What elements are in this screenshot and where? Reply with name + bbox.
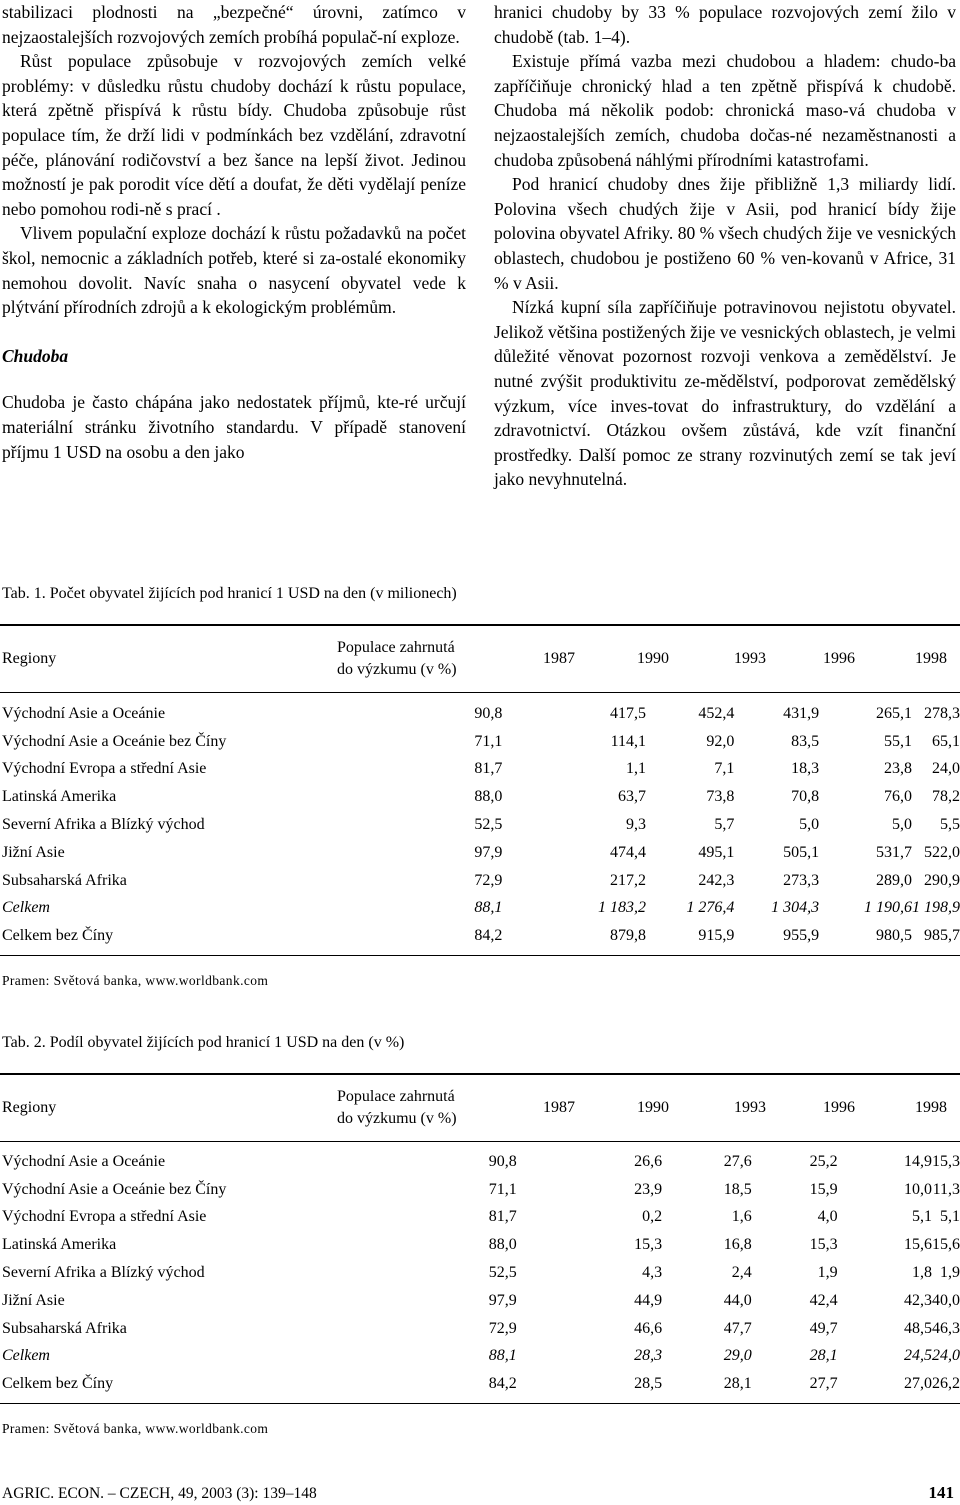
value-cell: 44,0 xyxy=(723,1291,752,1309)
header-year: 1990 xyxy=(637,1099,669,1116)
population-cell: 72,9 xyxy=(474,871,503,889)
value-cell: 40,0 xyxy=(932,1291,960,1309)
value-cell: 0,2 xyxy=(642,1208,663,1226)
value-cell: 25,2 xyxy=(809,1152,838,1170)
value-cell: 1 198,9 xyxy=(912,899,960,917)
population-cell: 97,9 xyxy=(488,1291,517,1309)
value-cell: 7,1 xyxy=(714,760,735,778)
table-row xyxy=(0,839,960,867)
value-cell: 5,5 xyxy=(940,816,960,834)
population-cell: 88,0 xyxy=(474,788,503,806)
header-regions: Regiony xyxy=(2,650,57,667)
value-cell: 46,3 xyxy=(932,1319,960,1337)
value-cell: 44,9 xyxy=(634,1291,663,1309)
population-cell: 71,1 xyxy=(474,732,503,750)
value-cell: 83,5 xyxy=(791,732,820,750)
value-cell: 2,4 xyxy=(731,1264,752,1282)
table-row xyxy=(0,1259,960,1287)
value-cell: 5,0 xyxy=(892,816,912,834)
value-cell: 1 276,4 xyxy=(686,899,735,917)
value-cell: 46,6 xyxy=(634,1319,663,1337)
region-cell: Jižní Asie xyxy=(2,843,65,861)
value-cell: 474,4 xyxy=(610,843,647,861)
population-cell: 81,7 xyxy=(474,760,503,778)
population-cell: 52,5 xyxy=(488,1264,517,1282)
value-cell: 15,6 xyxy=(932,1236,960,1254)
table-row xyxy=(0,1204,960,1232)
header-year: 1987 xyxy=(543,1099,575,1116)
value-cell: 5,7 xyxy=(714,816,735,834)
population-cell: 84,2 xyxy=(474,927,503,945)
left-column xyxy=(2,0,466,464)
table-row xyxy=(0,1315,960,1343)
population-cell: 84,2 xyxy=(488,1375,517,1393)
value-cell: 23,9 xyxy=(634,1180,663,1198)
value-cell: 417,5 xyxy=(610,704,647,722)
value-cell: 16,8 xyxy=(723,1236,752,1254)
table-1-header-rule xyxy=(0,692,960,693)
region-cell: Severní Afrika a Blízký východ xyxy=(2,1264,205,1282)
header-population-line1: Populace zahrnutá xyxy=(337,1088,455,1105)
table-1-source: Pramen: Světová banka, www.worldbank.com xyxy=(2,973,269,988)
value-cell: 5,1 xyxy=(940,1208,960,1226)
value-cell: 1,9 xyxy=(817,1264,838,1282)
value-cell: 27,7 xyxy=(809,1375,838,1393)
paragraph: Nízká kupní síla zapříčiňuje potravinovou nejistotu obyvatel. Jelikož většina postižených žije ve vesnických oblastech, je velmi důležité věnovat pozornost rozvoji venkova a zemědělství. Je nutné zvýšit produktivitu ze-mědělství, podporovat zemědělský výzkum, více inves-tovat do infrastruktury, do vzdělání a zdravotnictví. Otázkou ovšem zůstává, kde vzít finanční prostředky. Další pomoc ze strany rozvinutých zemí se tak jeví jako nevyhnutelná. xyxy=(494,297,956,490)
value-cell: 9,3 xyxy=(626,816,647,834)
table-1-header xyxy=(0,626,960,692)
value-cell: 5,0 xyxy=(799,816,820,834)
header-year: 1998 xyxy=(915,1099,947,1116)
table-row xyxy=(0,1231,960,1259)
population-cell: 97,9 xyxy=(474,843,503,861)
value-cell: 505,1 xyxy=(783,843,820,861)
table-row xyxy=(0,728,960,756)
value-cell: 1 190,6 xyxy=(864,899,912,917)
value-cell: 63,7 xyxy=(618,788,647,806)
value-cell: 18,5 xyxy=(723,1180,752,1198)
header-population-line1: Populace zahrnutá xyxy=(337,639,455,656)
region-cell: Jižní Asie xyxy=(2,1291,65,1309)
value-cell: 4,0 xyxy=(817,1208,838,1226)
value-cell: 980,5 xyxy=(876,927,912,945)
table-row xyxy=(0,811,960,839)
region-cell: Latinská Amerika xyxy=(2,1236,117,1254)
value-cell: 5,1 xyxy=(912,1208,932,1226)
value-cell: 27,6 xyxy=(723,1152,752,1170)
header-year: 1996 xyxy=(823,650,855,667)
paragraph: Chudoba je často chápána jako nedostatek příjmů, kte-ré určují materiální stránku životního standardu. V případě stanovení příjmu 1 USD na osobu a den jako xyxy=(2,392,466,462)
value-cell: 452,4 xyxy=(698,704,735,722)
region-cell: Východní Asie a Oceánie bez Číny xyxy=(2,1180,227,1198)
page-number: 141 xyxy=(928,1483,954,1502)
value-cell: 42,3 xyxy=(904,1291,932,1309)
value-cell: 289,0 xyxy=(876,871,912,889)
value-cell: 70,8 xyxy=(791,788,820,806)
value-cell: 28,5 xyxy=(634,1375,663,1393)
region-cell: Východní Asie a Oceánie bez Číny xyxy=(2,732,227,750)
section-heading: Chudoba xyxy=(2,345,69,366)
region-cell: Východní Evropa a střední Asie xyxy=(2,760,207,778)
value-cell: 24,5 xyxy=(904,1347,932,1365)
value-cell: 879,8 xyxy=(610,927,647,945)
value-cell: 495,1 xyxy=(698,843,735,861)
table-row xyxy=(0,1370,960,1398)
value-cell: 15,3 xyxy=(634,1236,663,1254)
value-cell: 278,3 xyxy=(924,704,960,722)
table-1 xyxy=(0,700,960,950)
population-cell: 72,9 xyxy=(488,1319,517,1337)
header-population-line2: do výzkumu (v %) xyxy=(337,661,457,678)
table-row xyxy=(0,700,960,728)
table-row xyxy=(0,1176,960,1204)
value-cell: 217,2 xyxy=(610,871,647,889)
region-cell: Subsaharská Afrika xyxy=(2,871,127,889)
table-row xyxy=(0,1343,960,1371)
value-cell: 14,9 xyxy=(904,1152,932,1170)
region-cell: Celkem xyxy=(2,1347,50,1365)
value-cell: 4,3 xyxy=(642,1264,663,1282)
value-cell: 1 183,2 xyxy=(598,899,647,917)
header-year: 1993 xyxy=(734,650,766,667)
value-cell: 26,2 xyxy=(932,1375,960,1393)
value-cell: 242,3 xyxy=(698,871,735,889)
value-cell: 531,7 xyxy=(876,843,912,861)
table-row xyxy=(0,1148,960,1176)
header-year: 1993 xyxy=(734,1099,766,1116)
region-cell: Subsaharská Afrika xyxy=(2,1319,127,1337)
value-cell: 65,1 xyxy=(932,732,960,750)
value-cell: 78,2 xyxy=(932,788,960,806)
table-2 xyxy=(0,1148,960,1398)
population-cell: 90,8 xyxy=(474,704,503,722)
region-cell: Celkem bez Číny xyxy=(2,927,114,945)
value-cell: 10,0 xyxy=(904,1180,932,1198)
paragraph: Vlivem populační exploze dochází k růstu požadavků na počet škol, nemocnic a základních potřeb, které si za-ostalé ekonomiky nemohou dovolit. Navíc snaha o nasycení obyvatel vede k plýtvání přírodních zdrojů a k ekologickým problémům. xyxy=(2,223,466,318)
table-2-bottom-rule xyxy=(0,1403,960,1404)
table-row xyxy=(0,756,960,784)
value-cell: 55,1 xyxy=(884,732,912,750)
region-cell: Východní Evropa a střední Asie xyxy=(2,1208,207,1226)
population-cell: 81,7 xyxy=(488,1208,517,1226)
value-cell: 273,3 xyxy=(783,871,820,889)
population-cell: 90,8 xyxy=(488,1152,517,1170)
population-cell: 88,1 xyxy=(474,899,503,917)
value-cell: 47,7 xyxy=(723,1319,752,1337)
header-regions: Regiony xyxy=(2,1099,57,1116)
value-cell: 1,6 xyxy=(731,1208,752,1226)
region-cell: Latinská Amerika xyxy=(2,788,117,806)
value-cell: 1,1 xyxy=(626,760,647,778)
population-cell: 71,1 xyxy=(488,1180,517,1198)
paragraph: Pod hranicí chudoby dnes žije přibližně 1,3 miliardy lidí. Polovina všech chudých žije v Asii, pod hranicí bídy žije polovina obyvatel Afriky. 80 % všech chudých žije ve vesnických oblastech, chudobou je postiženo 60 % ven-kovanů v Africe, 31 % v Asii. xyxy=(494,174,956,293)
value-cell: 985,7 xyxy=(924,927,960,945)
table-2-header xyxy=(0,1075,960,1141)
table-row xyxy=(0,895,960,923)
right-column xyxy=(494,0,956,492)
value-cell: 265,1 xyxy=(876,704,912,722)
value-cell: 42,4 xyxy=(809,1291,838,1309)
value-cell: 1,8 xyxy=(912,1264,932,1282)
journal-citation: AGRIC. ECON. – CZECH, 49, 2003 (3): 139–148 xyxy=(2,1485,317,1502)
table-2-source: Pramen: Světová banka, www.worldbank.com xyxy=(2,1421,269,1436)
population-cell: 88,0 xyxy=(488,1236,517,1254)
value-cell: 73,8 xyxy=(706,788,735,806)
value-cell: 15,3 xyxy=(809,1236,838,1254)
table-1-caption: Tab. 1. Počet obyvatel žijících pod hranicí 1 USD na den (v milionech) xyxy=(2,585,457,602)
value-cell: 24,0 xyxy=(932,760,960,778)
paragraph: hranici chudoby by 33 % populace rozvojových zemí žilo v chudobě (tab. 1–4). xyxy=(494,2,956,47)
region-cell: Celkem bez Číny xyxy=(2,1375,114,1393)
region-cell: Východní Asie a Oceánie xyxy=(2,1152,166,1170)
table-row xyxy=(0,922,960,950)
value-cell: 955,9 xyxy=(783,927,820,945)
table-1-bottom-rule xyxy=(0,955,960,956)
value-cell: 26,6 xyxy=(634,1152,663,1170)
table-row xyxy=(0,783,960,811)
value-cell: 29,0 xyxy=(723,1347,752,1365)
header-year: 1998 xyxy=(915,650,947,667)
value-cell: 15,3 xyxy=(932,1152,960,1170)
region-cell: Severní Afrika a Blízký východ xyxy=(2,816,205,834)
header-year: 1990 xyxy=(637,650,669,667)
region-cell: Východní Asie a Oceánie xyxy=(2,704,166,722)
header-year: 1996 xyxy=(823,1099,855,1116)
value-cell: 28,3 xyxy=(634,1347,663,1365)
value-cell: 15,6 xyxy=(904,1236,932,1254)
population-cell: 88,1 xyxy=(488,1347,517,1365)
population-cell: 52,5 xyxy=(474,816,503,834)
paragraph: Růst populace způsobuje v rozvojových zemích velké problémy: v důsledku růstu chudoby dochází k růstu populace, která zpětně přispívá k růstu bídy. Chudoba způsobuje růst populace tím, že drží lidi v podmínkách bez vzdělání, zdravotní péče, plánování rodičovství a bez šance na lepší život. Jedinou možností je pak porodit více dětí a doufat, že děti vydělají peníze nebo pomohou rodi-ně s prací . xyxy=(2,51,466,219)
value-cell: 48,5 xyxy=(904,1319,932,1337)
header-year: 1987 xyxy=(543,650,575,667)
value-cell: 28,1 xyxy=(809,1347,838,1365)
table-2-header-rule xyxy=(0,1141,960,1142)
value-cell: 49,7 xyxy=(809,1319,838,1337)
region-cell: Celkem xyxy=(2,899,50,917)
value-cell: 23,8 xyxy=(884,760,912,778)
value-cell: 1,9 xyxy=(940,1264,960,1282)
value-cell: 15,9 xyxy=(809,1180,838,1198)
value-cell: 18,3 xyxy=(791,760,820,778)
paragraph: Existuje přímá vazba mezi chudobou a hladem: chudo-ba zapříčiňuje chronický hlad a ten zpětně přispívá k chudobě. Chudoba má několik podob: chronická maso-vá chudoba v nejzaostalejších zemích, chudoba dočas-né nezaměstnanosti a chudoba způsobená náhlými přírodními katastrofami. xyxy=(494,51,956,170)
value-cell: 522,0 xyxy=(924,843,960,861)
value-cell: 114,1 xyxy=(610,732,647,750)
value-cell: 915,9 xyxy=(698,927,735,945)
table-row xyxy=(0,867,960,895)
value-cell: 290,9 xyxy=(924,871,960,889)
value-cell: 76,0 xyxy=(884,788,912,806)
value-cell: 92,0 xyxy=(706,732,735,750)
value-cell: 431,9 xyxy=(783,704,820,722)
header-population-line2: do výzkumu (v %) xyxy=(337,1110,457,1127)
value-cell: 28,1 xyxy=(723,1375,752,1393)
value-cell: 11,3 xyxy=(932,1180,960,1198)
paragraph: stabilizaci plodnosti na „bezpečné“ úrovni, zatímco v nejzaostalejších rozvojových zemích probíhá populač-ní exploze. xyxy=(2,2,466,47)
table-row xyxy=(0,1287,960,1315)
value-cell: 24,0 xyxy=(932,1347,960,1365)
value-cell: 27,0 xyxy=(904,1375,932,1393)
table-2-caption: Tab. 2. Podíl obyvatel žijících pod hranicí 1 USD na den (v %) xyxy=(2,1034,405,1051)
value-cell: 1 304,3 xyxy=(771,899,820,917)
